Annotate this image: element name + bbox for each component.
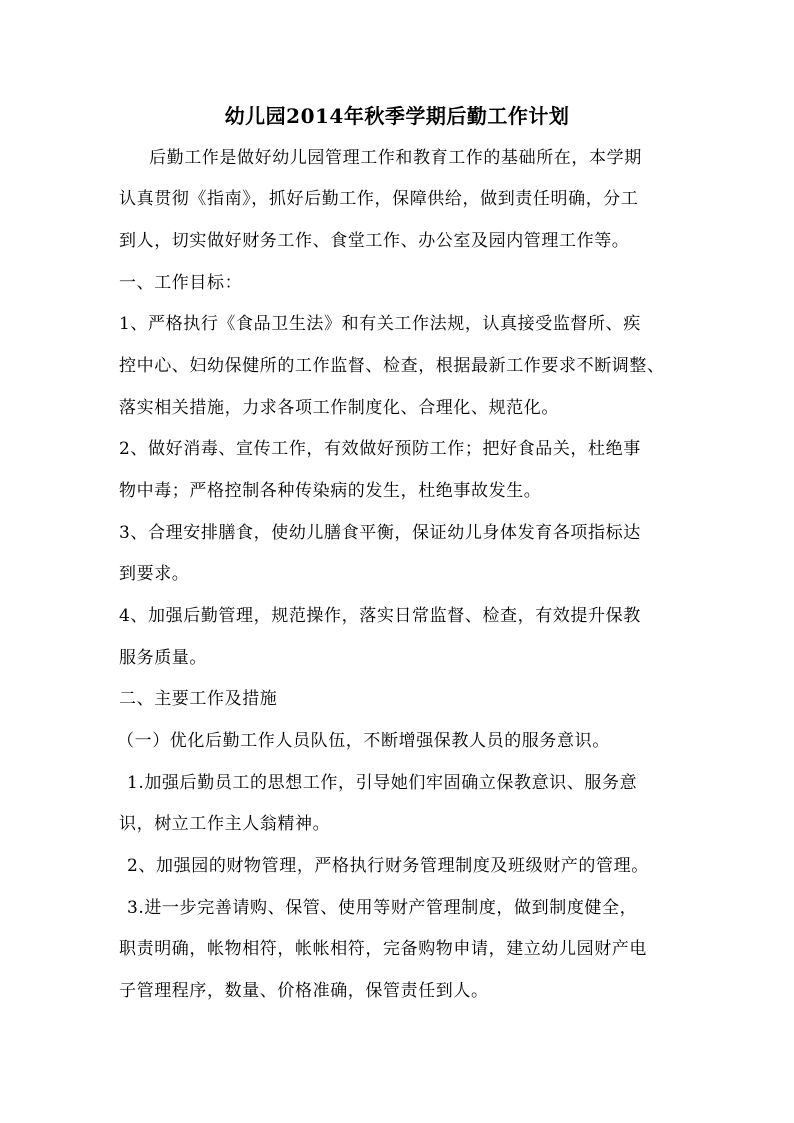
- body-line: 3.进一步完善请购、保管、使用等财产管理制度，做到制度健全，: [127, 898, 638, 918]
- body-line: 到人，切实做好财务工作、食堂工作、办公室及园内管理工作等。: [119, 231, 630, 251]
- section-heading: 一、工作目标：: [119, 273, 243, 293]
- body-line: 1、严格执行《食品卫生法》和有关工作法规，认真接受监督所、疾: [119, 314, 641, 334]
- body-line: 职责明确，帐物相符，帐帐相符，完备购物申请，建立幼儿园财产电: [119, 939, 647, 959]
- document-title: 幼儿园2014年秋季学期后勤工作计划: [224, 104, 570, 128]
- body-line: 子管理程序，数量、价格准确，保管责任到人。: [119, 981, 489, 1001]
- body-line: 认真贯彻《指南》，抓好后勤工作，保障供给，做到责任明确，分工: [119, 189, 639, 209]
- body-line: 1.加强后勤员工的思想工作，引导她们牢固确立保教意识、服务意: [127, 773, 638, 793]
- body-line: 物中毒；严格控制各种传染病的发生，杜绝事故发生。: [119, 481, 542, 501]
- body-line: 落实相关措施，力求各项工作制度化、合理化、规范化。: [119, 398, 559, 418]
- body-line: 4、加强后勤管理，规范操作，落实日常监督、检查，有效提升保教: [119, 606, 641, 626]
- body-line: 服务质量。: [119, 648, 207, 668]
- body-line: 后勤工作是做好幼儿园管理工作和教育工作的基础所在，本学期: [149, 148, 642, 168]
- body-line: 3、合理安排膳食，使幼儿膳食平衡，保证幼儿身体发育各项指标达: [119, 523, 641, 543]
- body-line: 识，树立工作主人翁精神。: [119, 814, 331, 834]
- subsection-heading: （一）优化后勤工作人员队伍，不断增强保教人员的服务意识。: [117, 731, 610, 751]
- body-line: 2、做好消毒、宣传工作，有效做好预防工作；把好食品关，杜绝事: [119, 439, 641, 459]
- body-line: 到要求。: [119, 564, 190, 584]
- section-heading: 二、主要工作及措施: [119, 689, 278, 709]
- body-line: 2、加强园的财物管理，严格执行财务管理制度及班级财产的管理。: [127, 856, 649, 876]
- body-line: 控中心、妇幼保健所的工作监督、检查，根据最新工作要求不断调整、: [119, 356, 665, 376]
